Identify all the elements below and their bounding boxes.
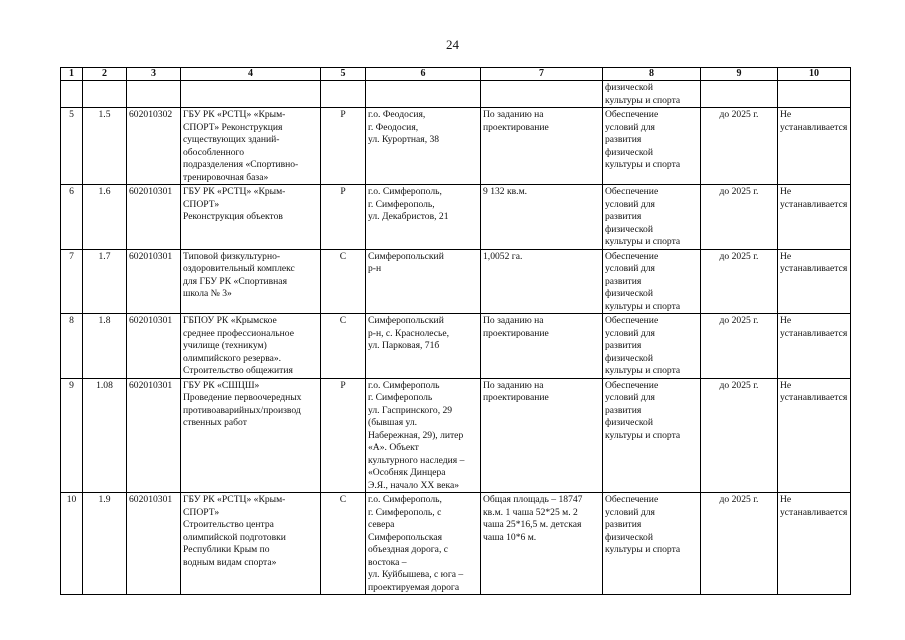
cell-subindex: 1.08 [83,378,127,493]
cell-zone [778,81,851,108]
table-row [61,249,851,314]
cell-zone: Не устанавливается [778,249,851,314]
cell-zone: Не устанавливается [778,314,851,379]
cell-location: Симферопольский р-н [366,249,481,314]
cell-deadline: до 2025 г. [701,185,778,250]
cell-purpose: физической культуры и спорта [603,81,701,108]
cell-capacity: 1,0052 га. [481,249,603,314]
cell-index: 10 [61,493,83,595]
cell-deadline: до 2025 г. [701,493,778,595]
column-header: 1 [61,68,83,81]
cell-purpose: Обеспечение условий для развития физической культуры и спорта [603,249,701,314]
cell-subindex: 1.6 [83,185,127,250]
cell-capacity: Общая площадь – 18747 кв.м. 1 чаша 52*25 м. 2 чаша 25*16,5 м. детская чаша 10*6 м. [481,493,603,595]
column-header: 4 [181,68,321,81]
cell-subindex: 1.8 [83,314,127,379]
table-header-row [61,68,851,81]
cell-subindex: 1.5 [83,108,127,185]
column-header: 8 [603,68,701,81]
table-row [61,81,851,108]
cell-index [61,81,83,108]
table-row [61,185,851,250]
table-row [61,378,851,493]
cell-object [181,81,321,108]
cell-type: С [321,249,366,314]
cell-code: 602010301 [127,314,181,379]
cell-code: 602010301 [127,249,181,314]
cell-object: ГБУ РК «РСТЦ» «Крым- СПОРТ» Реконструкция существующих зданий- обособленного подразделения «Спортивно- тренировочная база» [181,108,321,185]
cell-object: Типовой физкультурно- оздоровительный комплекс для ГБУ РК «Спортивная школа № 3» [181,249,321,314]
cell-type [321,81,366,108]
cell-zone: Не устанавливается [778,493,851,595]
cell-subindex: 1.7 [83,249,127,314]
cell-object: ГБУ РК «РСТЦ» «Крым- СПОРТ» Строительство центра олимпийской подготовки Республики Крым по водным видам спорта» [181,493,321,595]
cell-subindex [83,81,127,108]
cell-purpose: Обеспечение условий для развития физической культуры и спорта [603,378,701,493]
column-header: 7 [481,68,603,81]
table-row [61,108,851,185]
cell-type: Р [321,185,366,250]
cell-code: 602010301 [127,185,181,250]
column-header: 5 [321,68,366,81]
cell-index: 9 [61,378,83,493]
column-header: 10 [778,68,851,81]
column-header: 3 [127,68,181,81]
cell-type: С [321,493,366,595]
document-table [60,67,851,595]
cell-type: Р [321,378,366,493]
cell-capacity: По заданию на проектирование [481,378,603,493]
cell-purpose: Обеспечение условий для развития физической культуры и спорта [603,185,701,250]
cell-purpose: Обеспечение условий для развития физической культуры и спорта [603,108,701,185]
cell-location: г.о. Феодосия, г. Феодосия, ул. Курортная, 38 [366,108,481,185]
cell-object: ГБУ РК «СШЦШ» Проведение первоочередных противоаварийных/производ ственных работ [181,378,321,493]
table-row [61,314,851,379]
cell-deadline: до 2025 г. [701,314,778,379]
cell-deadline: до 2025 г. [701,108,778,185]
cell-type: С [321,314,366,379]
cell-location: г.о. Симферополь, г. Симферополь, с севера Симферопольская объездная дорога, с востока – ул. Куйбышева, с юга – проектируемая дорога [366,493,481,595]
cell-subindex: 1.9 [83,493,127,595]
cell-code [127,81,181,108]
cell-index: 7 [61,249,83,314]
cell-location [366,81,481,108]
cell-object: ГБУ РК «РСТЦ» «Крым- СПОРТ» Реконструкция объектов [181,185,321,250]
column-header: 6 [366,68,481,81]
cell-deadline: до 2025 г. [701,378,778,493]
cell-capacity: 9 132 кв.м. [481,185,603,250]
table-row [61,493,851,595]
cell-purpose: Обеспечение условий для развития физической культуры и спорта [603,314,701,379]
cell-purpose: Обеспечение условий для развития физической культуры и спорта [603,493,701,595]
cell-code: 602010301 [127,378,181,493]
cell-capacity: По заданию на проектирование [481,108,603,185]
cell-capacity: По заданию на проектирование [481,314,603,379]
cell-object: ГБПОУ РК «Крымское среднее профессиональное училище (техникум) олимпийского резерва». Строительство общежития [181,314,321,379]
cell-code: 602010301 [127,493,181,595]
cell-zone: Не устанавливается [778,185,851,250]
cell-location: г.о. Симферополь г. Симферополь ул. Гаспринского, 29 (бывшая ул. Набережная, 29), литер «А». Объект культурного наследия – «Особняк Динцера Э.Я., начало XX века» [366,378,481,493]
cell-index: 6 [61,185,83,250]
cell-zone: Не устанавливается [778,108,851,185]
cell-location: Симферопольский р-н, с. Краснолесье, ул. Парковая, 71б [366,314,481,379]
cell-capacity [481,81,603,108]
page-number: 24 [446,37,459,52]
cell-location: г.о. Симферополь, г. Симферополь, ул. Декабристов, 21 [366,185,481,250]
cell-index: 5 [61,108,83,185]
cell-deadline [701,81,778,108]
column-header: 2 [83,68,127,81]
column-header: 9 [701,68,778,81]
cell-deadline: до 2025 г. [701,249,778,314]
cell-code: 602010302 [127,108,181,185]
cell-index: 8 [61,314,83,379]
cell-type: Р [321,108,366,185]
cell-zone: Не устанавливается [778,378,851,493]
